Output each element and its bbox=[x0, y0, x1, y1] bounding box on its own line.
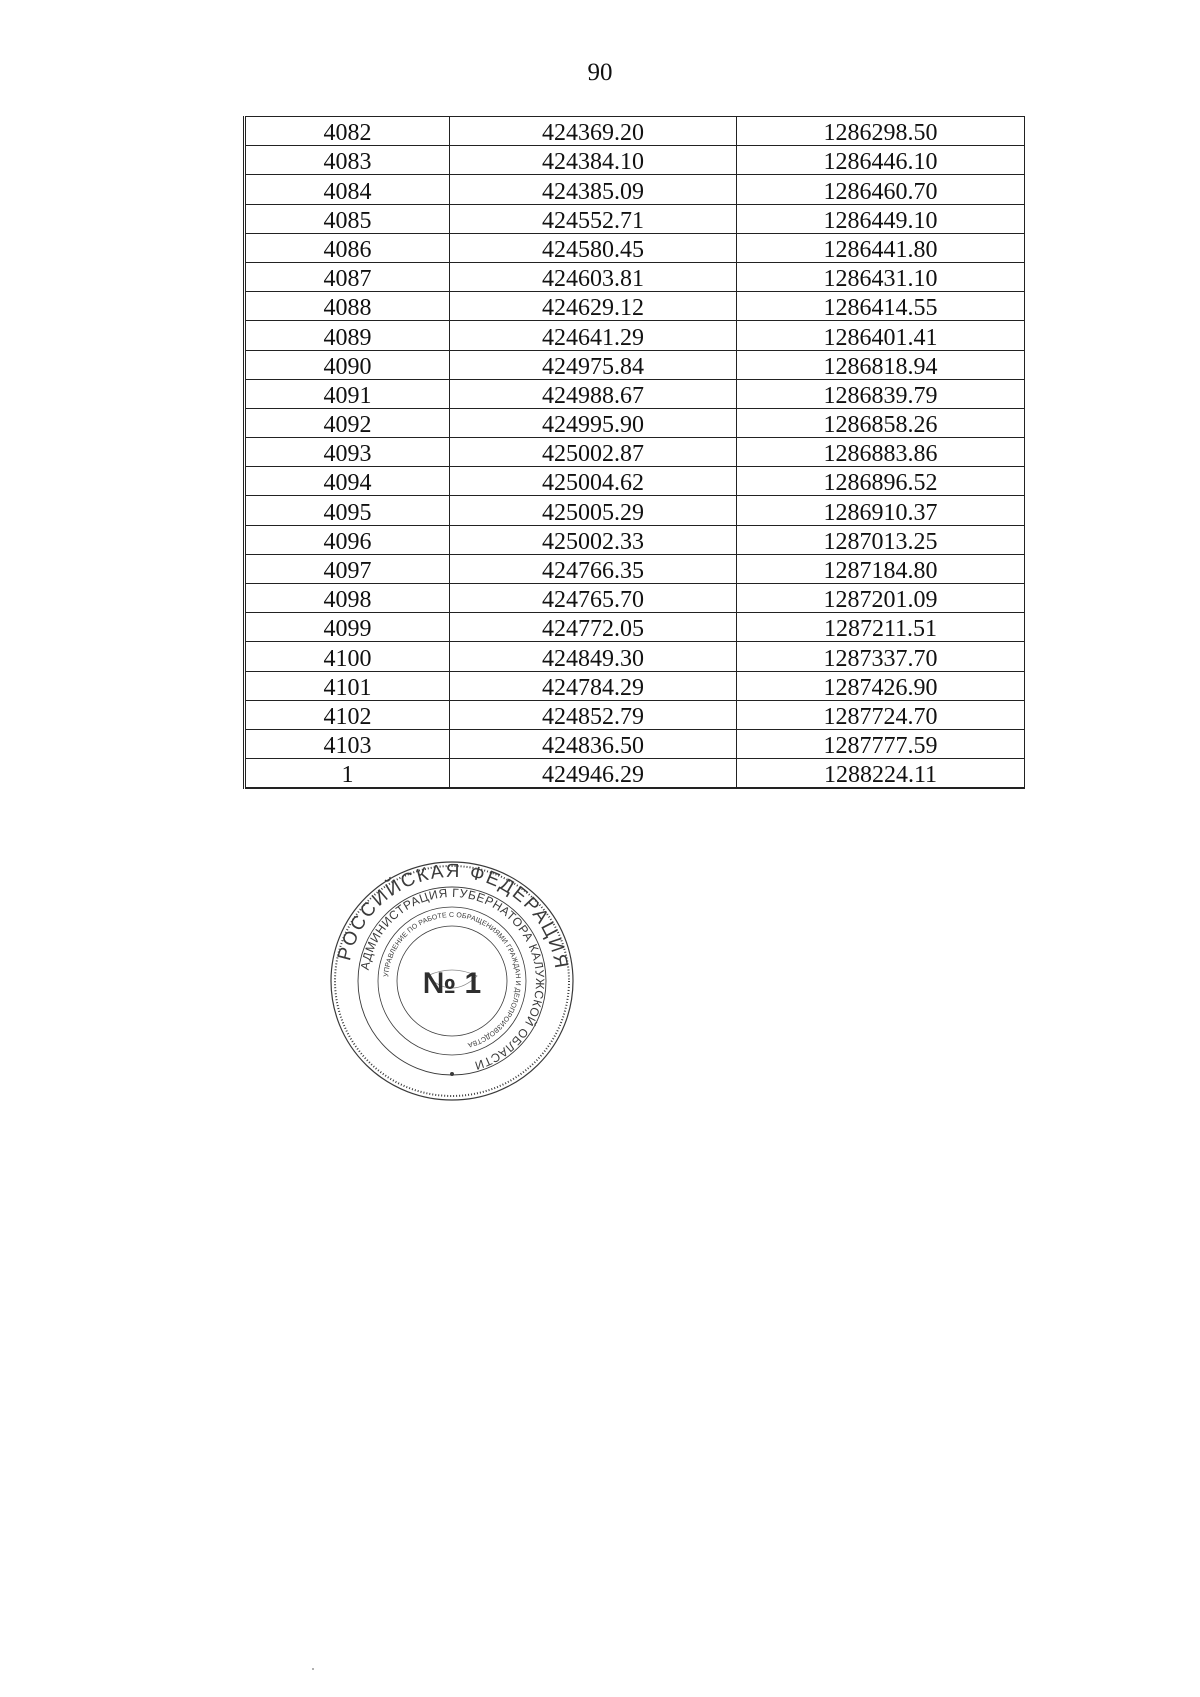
table-row bbox=[245, 262, 1025, 291]
y-coordinate-cell: 1286298.50 bbox=[737, 117, 1025, 146]
point-number-cell: 4093 bbox=[245, 438, 450, 467]
x-coordinate-cell: 424385.09 bbox=[450, 175, 737, 204]
point-number-cell: 4099 bbox=[245, 613, 450, 642]
point-number-cell: 4082 bbox=[245, 117, 450, 146]
x-coordinate-cell: 424369.20 bbox=[450, 117, 737, 146]
x-coordinate-cell: 424552.71 bbox=[450, 204, 737, 233]
page-number: 90 bbox=[587, 59, 613, 86]
point-number-cell: 4101 bbox=[245, 671, 450, 700]
point-number-cell: 4097 bbox=[245, 554, 450, 583]
point-number-cell: 4086 bbox=[245, 233, 450, 262]
x-coordinate-cell: 424849.30 bbox=[450, 642, 737, 671]
seal-star-mark bbox=[450, 1072, 454, 1076]
y-coordinate-cell: 1287777.59 bbox=[737, 729, 1025, 758]
y-coordinate-cell: 1286401.41 bbox=[737, 321, 1025, 350]
point-number-cell: 4089 bbox=[245, 321, 450, 350]
y-coordinate-cell: 1287426.90 bbox=[737, 671, 1025, 700]
seal-center-mark bbox=[423, 967, 481, 1000]
y-coordinate-cell: 1287201.09 bbox=[737, 584, 1025, 613]
y-coordinate-cell: 1286441.80 bbox=[737, 233, 1025, 262]
y-coordinate-cell: 1287013.25 bbox=[737, 525, 1025, 554]
x-coordinate-cell: 424836.50 bbox=[450, 729, 737, 758]
x-coordinate-cell: 424580.45 bbox=[450, 233, 737, 262]
x-coordinate-cell: 425002.87 bbox=[450, 438, 737, 467]
point-number-cell: 4096 bbox=[245, 525, 450, 554]
table-row bbox=[245, 525, 1025, 554]
point-number-cell: 4092 bbox=[245, 408, 450, 437]
point-number-cell: 4091 bbox=[245, 379, 450, 408]
point-number-cell: 4083 bbox=[245, 146, 450, 175]
table-row bbox=[245, 584, 1025, 613]
x-coordinate-cell: 425002.33 bbox=[450, 525, 737, 554]
point-number-cell: 4095 bbox=[245, 496, 450, 525]
x-coordinate-cell: 424641.29 bbox=[450, 321, 737, 350]
y-coordinate-cell: 1286818.94 bbox=[737, 350, 1025, 379]
point-number-cell: 4100 bbox=[245, 642, 450, 671]
x-coordinate-cell: 424988.67 bbox=[450, 379, 737, 408]
point-number-cell: 1 bbox=[245, 759, 450, 789]
point-number-cell: 4103 bbox=[245, 729, 450, 758]
x-coordinate-cell: 424765.70 bbox=[450, 584, 737, 613]
point-number-cell: 4084 bbox=[245, 175, 450, 204]
x-coordinate-cell: 424772.05 bbox=[450, 613, 737, 642]
seal-middle-text: АДМИНИСТРАЦИЯ ГУБЕРНАТОРА КАЛУЖСКОЙ ОБЛАСТИ bbox=[357, 885, 548, 1073]
point-number-cell: 4085 bbox=[245, 204, 450, 233]
x-coordinate-cell: 424946.29 bbox=[450, 759, 737, 789]
margin-dot bbox=[312, 1668, 314, 1670]
y-coordinate-cell: 1287211.51 bbox=[737, 613, 1025, 642]
x-coordinate-cell: 424852.79 bbox=[450, 700, 737, 729]
table-row bbox=[245, 496, 1025, 525]
x-coordinate-cell: 424629.12 bbox=[450, 292, 737, 321]
x-coordinate-cell: 424384.10 bbox=[450, 146, 737, 175]
point-number-cell: 4102 bbox=[245, 700, 450, 729]
table-row bbox=[245, 467, 1025, 496]
y-coordinate-cell: 1286414.55 bbox=[737, 292, 1025, 321]
table-row bbox=[245, 554, 1025, 583]
table-row bbox=[245, 350, 1025, 379]
table-row bbox=[245, 642, 1025, 671]
table-row bbox=[245, 729, 1025, 758]
y-coordinate-cell: 1286910.37 bbox=[737, 496, 1025, 525]
y-coordinate-cell: 1288224.11 bbox=[737, 759, 1025, 789]
table-row bbox=[245, 146, 1025, 175]
table-row bbox=[245, 438, 1025, 467]
point-number-cell: 4088 bbox=[245, 292, 450, 321]
x-coordinate-cell: 425004.62 bbox=[450, 467, 737, 496]
y-coordinate-cell: 1286446.10 bbox=[737, 146, 1025, 175]
point-number-cell: 4094 bbox=[245, 467, 450, 496]
table-row bbox=[245, 292, 1025, 321]
x-coordinate-cell: 424975.84 bbox=[450, 350, 737, 379]
table-row bbox=[245, 700, 1025, 729]
table-row bbox=[245, 321, 1025, 350]
table-row bbox=[245, 613, 1025, 642]
y-coordinate-cell: 1287337.70 bbox=[737, 642, 1025, 671]
y-coordinate-cell: 1286449.10 bbox=[737, 204, 1025, 233]
y-coordinate-cell: 1286858.26 bbox=[737, 408, 1025, 437]
table-row bbox=[245, 175, 1025, 204]
table-row bbox=[245, 204, 1025, 233]
table-row bbox=[245, 233, 1025, 262]
x-coordinate-cell: 424784.29 bbox=[450, 671, 737, 700]
table-row bbox=[245, 671, 1025, 700]
table-row bbox=[245, 759, 1025, 789]
y-coordinate-cell: 1286839.79 bbox=[737, 379, 1025, 408]
y-coordinate-cell: 1287724.70 bbox=[737, 700, 1025, 729]
x-coordinate-cell: 425005.29 bbox=[450, 496, 737, 525]
y-coordinate-cell: 1286460.70 bbox=[737, 175, 1025, 204]
x-coordinate-cell: 424603.81 bbox=[450, 262, 737, 291]
y-coordinate-cell: 1286883.86 bbox=[737, 438, 1025, 467]
official-seal bbox=[327, 858, 577, 1104]
seal-outer-text: РОССИЙСКАЯ ФЕДЕРАЦИЯ bbox=[334, 860, 572, 972]
table-row bbox=[245, 408, 1025, 437]
point-number-cell: 4098 bbox=[245, 584, 450, 613]
table-row bbox=[245, 117, 1025, 146]
seal-center-text: № 1 bbox=[422, 967, 482, 1000]
seal-inner-text: УПРАВЛЕНИЕ ПО РАБОТЕ С ОБРАЩЕНИЯМИ ГРАЖДАН И ДЕЛОПРОИЗВОДСТВА bbox=[383, 911, 522, 1048]
coordinates-table bbox=[243, 116, 1025, 789]
table-row bbox=[245, 379, 1025, 408]
point-number-cell: 4087 bbox=[245, 262, 450, 291]
x-coordinate-cell: 424766.35 bbox=[450, 554, 737, 583]
x-coordinate-cell: 424995.90 bbox=[450, 408, 737, 437]
y-coordinate-cell: 1286896.52 bbox=[737, 467, 1025, 496]
point-number-cell: 4090 bbox=[245, 350, 450, 379]
y-coordinate-cell: 1287184.80 bbox=[737, 554, 1025, 583]
y-coordinate-cell: 1286431.10 bbox=[737, 262, 1025, 291]
